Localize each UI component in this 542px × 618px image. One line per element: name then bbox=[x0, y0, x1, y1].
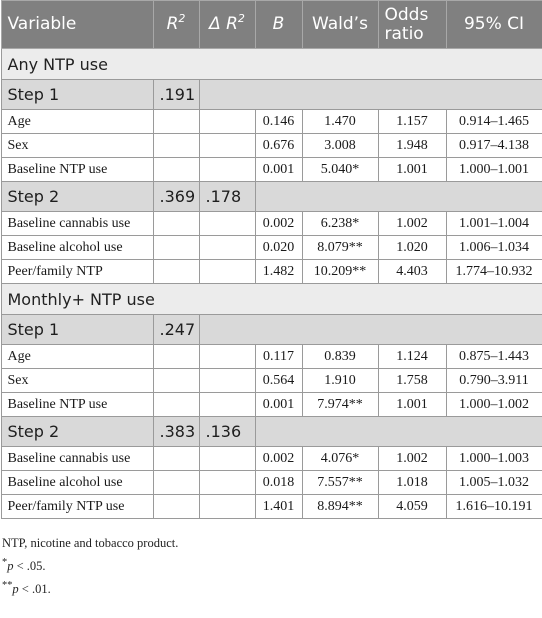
cell-b: 0.018 bbox=[255, 471, 302, 495]
cell-ci: 1.774–10.932 bbox=[446, 260, 542, 284]
cell-r2 bbox=[153, 471, 199, 495]
cell-wald: 1.470 bbox=[302, 110, 378, 134]
step-blank bbox=[199, 315, 542, 345]
cell-odds-ratio: 1.758 bbox=[378, 369, 446, 393]
cell-delta-r2 bbox=[199, 236, 255, 260]
table-row bbox=[1, 110, 542, 134]
step-blank bbox=[255, 182, 542, 212]
step-label: Step 2 bbox=[1, 417, 153, 447]
section-row bbox=[1, 284, 542, 315]
cell-variable: Sex bbox=[1, 369, 153, 393]
cell-delta-r2 bbox=[199, 158, 255, 182]
cell-ci: 1.006–1.034 bbox=[446, 236, 542, 260]
step-r2: .383 bbox=[153, 417, 199, 447]
cell-ci: 1.616–10.191 bbox=[446, 495, 542, 519]
cell-wald: 8.894** bbox=[302, 495, 378, 519]
cell-variable: Baseline NTP use bbox=[1, 393, 153, 417]
note-p05: *p < .05. bbox=[2, 557, 46, 574]
cell-delta-r2 bbox=[199, 345, 255, 369]
cell-ci: 1.005–1.032 bbox=[446, 471, 542, 495]
table-row bbox=[1, 345, 542, 369]
step-row bbox=[1, 182, 542, 212]
cell-odds-ratio: 4.403 bbox=[378, 260, 446, 284]
cell-delta-r2 bbox=[199, 471, 255, 495]
table-row bbox=[1, 260, 542, 284]
cell-delta-r2 bbox=[199, 110, 255, 134]
cell-delta-r2 bbox=[199, 212, 255, 236]
step-row bbox=[1, 80, 542, 110]
cell-b: 0.676 bbox=[255, 134, 302, 158]
table-row bbox=[1, 495, 542, 519]
cell-b: 0.146 bbox=[255, 110, 302, 134]
section-title: Monthly+ NTP use bbox=[1, 284, 542, 315]
col-header-b: B bbox=[255, 1, 302, 49]
cell-variable: Age bbox=[1, 110, 153, 134]
table-row bbox=[1, 369, 542, 393]
cell-ci: 0.917–4.138 bbox=[446, 134, 542, 158]
cell-r2 bbox=[153, 110, 199, 134]
table-notes bbox=[0, 533, 542, 599]
cell-odds-ratio: 1.020 bbox=[378, 236, 446, 260]
note-abbreviation: NTP, nicotine and tobacco product. bbox=[2, 536, 179, 550]
cell-b: 0.002 bbox=[255, 212, 302, 236]
col-header-ci: 95% CI bbox=[446, 1, 542, 49]
cell-r2 bbox=[153, 369, 199, 393]
step-label: Step 1 bbox=[1, 315, 153, 345]
cell-ci: 1.000–1.003 bbox=[446, 447, 542, 471]
col-header-r2: $R^2$ bbox=[153, 1, 199, 49]
step-delta-r2: .178 bbox=[199, 182, 255, 212]
step-label: Step 2 bbox=[1, 182, 153, 212]
cell-wald: 3.008 bbox=[302, 134, 378, 158]
cell-odds-ratio: 1.001 bbox=[378, 393, 446, 417]
cell-b: 0.002 bbox=[255, 447, 302, 471]
cell-delta-r2 bbox=[199, 369, 255, 393]
cell-odds-ratio: 4.059 bbox=[378, 495, 446, 519]
section-row bbox=[1, 49, 542, 80]
cell-b: 0.117 bbox=[255, 345, 302, 369]
step-label: Step 1 bbox=[1, 80, 153, 110]
cell-r2 bbox=[153, 345, 199, 369]
cell-wald: 7.974** bbox=[302, 393, 378, 417]
step-row bbox=[1, 417, 542, 447]
cell-variable: Peer/family NTP bbox=[1, 260, 153, 284]
header-row bbox=[1, 1, 542, 49]
cell-variable: Age bbox=[1, 345, 153, 369]
cell-r2 bbox=[153, 393, 199, 417]
cell-wald: 5.040* bbox=[302, 158, 378, 182]
cell-variable: Peer/family NTP use bbox=[1, 495, 153, 519]
cell-delta-r2 bbox=[199, 260, 255, 284]
step-blank bbox=[255, 417, 542, 447]
cell-ci: 1.000–1.001 bbox=[446, 158, 542, 182]
cell-variable: Baseline NTP use bbox=[1, 158, 153, 182]
cell-delta-r2 bbox=[199, 134, 255, 158]
cell-b: 0.001 bbox=[255, 158, 302, 182]
cell-odds-ratio: 1.018 bbox=[378, 471, 446, 495]
step-r2: .247 bbox=[153, 315, 199, 345]
col-header-variable: Variable bbox=[1, 1, 153, 49]
table-row bbox=[1, 134, 542, 158]
cell-variable: Baseline cannabis use bbox=[1, 212, 153, 236]
cell-variable: Sex bbox=[1, 134, 153, 158]
cell-r2 bbox=[153, 260, 199, 284]
cell-variable: Baseline alcohol use bbox=[1, 236, 153, 260]
section-title: Any NTP use bbox=[1, 49, 542, 80]
regression-table bbox=[1, 0, 542, 519]
col-header-odds-ratio: Odds ratio bbox=[378, 1, 446, 49]
cell-b: 0.020 bbox=[255, 236, 302, 260]
cell-delta-r2 bbox=[199, 495, 255, 519]
cell-b: 1.482 bbox=[255, 260, 302, 284]
note-p01: **p < .01. bbox=[2, 580, 51, 597]
cell-variable: Baseline cannabis use bbox=[1, 447, 153, 471]
cell-ci: 1.000–1.002 bbox=[446, 393, 542, 417]
table-row bbox=[1, 471, 542, 495]
step-row bbox=[1, 315, 542, 345]
cell-odds-ratio: 1.157 bbox=[378, 110, 446, 134]
cell-delta-r2 bbox=[199, 393, 255, 417]
cell-ci: 0.790–3.911 bbox=[446, 369, 542, 393]
cell-wald: 1.910 bbox=[302, 369, 378, 393]
cell-odds-ratio: 1.002 bbox=[378, 212, 446, 236]
cell-r2 bbox=[153, 134, 199, 158]
col-header-delta-r2: Δ $R^2$ bbox=[199, 1, 255, 49]
step-r2: .191 bbox=[153, 80, 199, 110]
cell-r2 bbox=[153, 158, 199, 182]
cell-odds-ratio: 1.124 bbox=[378, 345, 446, 369]
cell-b: 0.001 bbox=[255, 393, 302, 417]
cell-odds-ratio: 1.001 bbox=[378, 158, 446, 182]
table-row bbox=[1, 447, 542, 471]
table-row bbox=[1, 212, 542, 236]
cell-wald: 7.557** bbox=[302, 471, 378, 495]
cell-r2 bbox=[153, 495, 199, 519]
cell-odds-ratio: 1.002 bbox=[378, 447, 446, 471]
table-row bbox=[1, 393, 542, 417]
step-r2: .369 bbox=[153, 182, 199, 212]
cell-r2 bbox=[153, 447, 199, 471]
cell-wald: 4.076* bbox=[302, 447, 378, 471]
table-row bbox=[1, 158, 542, 182]
cell-b: 1.401 bbox=[255, 495, 302, 519]
cell-delta-r2 bbox=[199, 447, 255, 471]
cell-ci: 0.914–1.465 bbox=[446, 110, 542, 134]
step-delta-r2: .136 bbox=[199, 417, 255, 447]
cell-variable: Baseline alcohol use bbox=[1, 471, 153, 495]
table-row bbox=[1, 236, 542, 260]
cell-wald: 6.238* bbox=[302, 212, 378, 236]
table-body bbox=[1, 49, 542, 519]
cell-wald: 8.079** bbox=[302, 236, 378, 260]
cell-b: 0.564 bbox=[255, 369, 302, 393]
cell-r2 bbox=[153, 236, 199, 260]
step-blank bbox=[199, 80, 542, 110]
cell-odds-ratio: 1.948 bbox=[378, 134, 446, 158]
cell-ci: 0.875–1.443 bbox=[446, 345, 542, 369]
cell-wald: 0.839 bbox=[302, 345, 378, 369]
cell-r2 bbox=[153, 212, 199, 236]
col-header-wald: Wald’s bbox=[302, 1, 378, 49]
cell-wald: 10.209** bbox=[302, 260, 378, 284]
cell-ci: 1.001–1.004 bbox=[446, 212, 542, 236]
